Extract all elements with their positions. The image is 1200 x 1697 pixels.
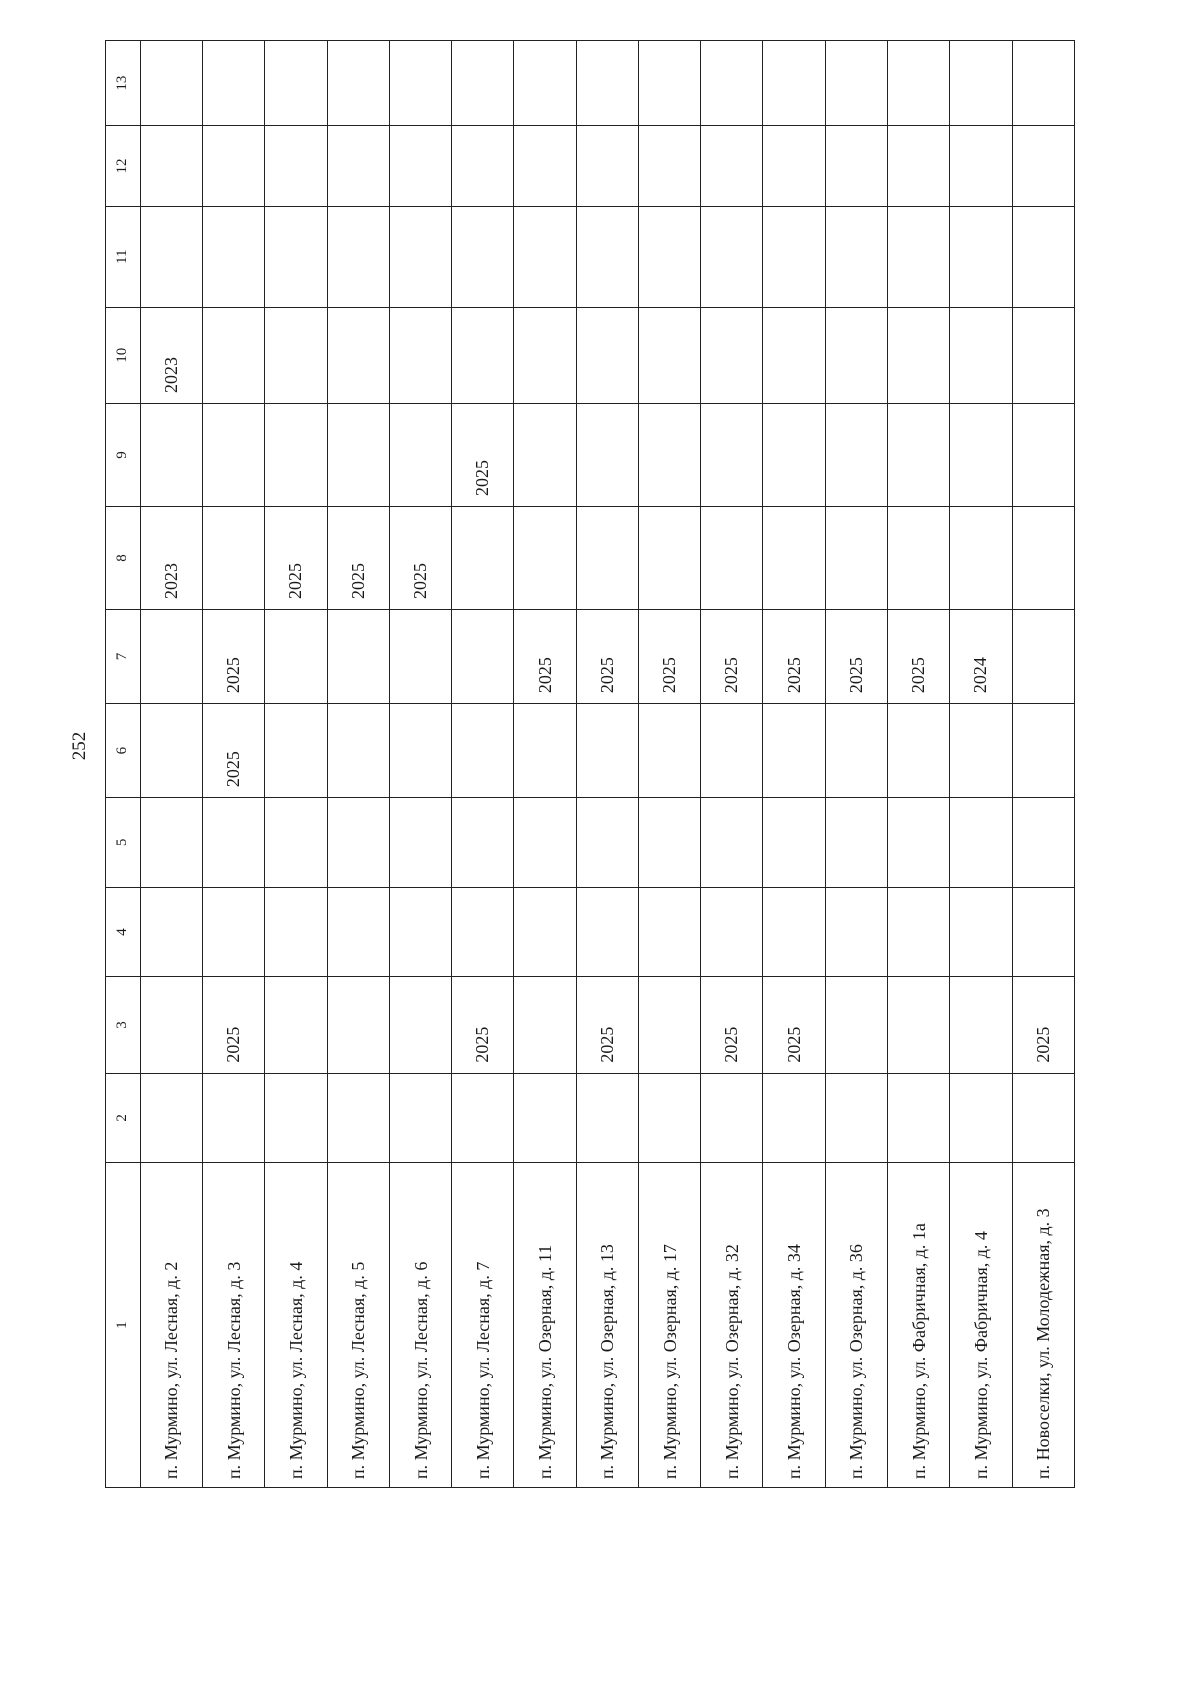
year-cell [888, 307, 950, 403]
year-cell [327, 307, 389, 403]
year-cell [1012, 126, 1074, 207]
year-cell [140, 206, 202, 307]
year-cell [203, 798, 265, 888]
year-cell [576, 403, 638, 506]
year-cell [327, 126, 389, 207]
year-cell [452, 887, 514, 977]
year-cell [576, 1073, 638, 1163]
year-cell [140, 126, 202, 207]
column-header-12: 12 [106, 126, 141, 207]
year-cell [389, 307, 451, 403]
year-cell [1012, 887, 1074, 977]
year-cell [452, 41, 514, 126]
year-cell [140, 610, 202, 704]
year-cell [203, 126, 265, 207]
year-cell [389, 206, 451, 307]
year-cell [389, 977, 451, 1073]
year-cell [763, 1073, 825, 1163]
column-header-1: 1 [106, 1163, 141, 1488]
year-cell [1012, 704, 1074, 798]
address-cell: п. Мурмино, ул. Лесная, д. 4 [265, 1163, 327, 1488]
column-header-6: 6 [106, 704, 141, 798]
year-cell [638, 506, 700, 609]
year-cell [638, 887, 700, 977]
year-cell [514, 1073, 576, 1163]
year-cell [514, 126, 576, 207]
year-cell [452, 206, 514, 307]
year-cell [389, 1073, 451, 1163]
year-cell [950, 506, 1012, 609]
year-cell [140, 1073, 202, 1163]
year-cell: 2025 [265, 506, 327, 609]
year-cell [265, 704, 327, 798]
year-cell: 2025 [389, 506, 451, 609]
year-cell [140, 704, 202, 798]
address-cell: п. Мурмино, ул. Лесная, д. 2 [140, 1163, 202, 1488]
year-cell [825, 1073, 887, 1163]
year-cell [888, 506, 950, 609]
year-cell: 2025 [203, 704, 265, 798]
year-cell [825, 977, 887, 1073]
year-cell: 2023 [140, 506, 202, 609]
year-cell [701, 798, 763, 888]
year-cell [888, 704, 950, 798]
year-cell [638, 206, 700, 307]
year-cell [825, 307, 887, 403]
year-cell [763, 403, 825, 506]
year-cell [888, 977, 950, 1073]
year-cell [452, 1073, 514, 1163]
address-cell: п. Мурмино, ул. Фабричная, д. 4 [950, 1163, 1012, 1488]
year-cell [950, 41, 1012, 126]
year-cell [1012, 1073, 1074, 1163]
year-cell [514, 798, 576, 888]
year-cell [825, 206, 887, 307]
year-cell [265, 610, 327, 704]
year-cell [452, 307, 514, 403]
year-cell [638, 1073, 700, 1163]
page-number: 252 [69, 731, 90, 761]
year-cell [389, 798, 451, 888]
address-cell: п. Мурмино, ул. Озерная, д. 36 [825, 1163, 887, 1488]
table-row [763, 41, 825, 1488]
year-cell [701, 126, 763, 207]
year-cell [825, 887, 887, 977]
year-cell [203, 41, 265, 126]
year-cell [452, 610, 514, 704]
year-cell [140, 41, 202, 126]
year-cell [950, 798, 1012, 888]
year-cell [140, 887, 202, 977]
year-cell [576, 506, 638, 609]
year-cell [265, 206, 327, 307]
year-cell [888, 403, 950, 506]
year-cell [265, 41, 327, 126]
table-row [327, 41, 389, 1488]
year-cell [265, 126, 327, 207]
year-cell: 2025 [452, 977, 514, 1073]
table-row [888, 41, 950, 1488]
year-cell [825, 41, 887, 126]
year-cell [514, 887, 576, 977]
year-cell [701, 206, 763, 307]
year-cell [576, 307, 638, 403]
year-cell [452, 704, 514, 798]
table-body [106, 41, 1075, 1488]
year-cell [638, 798, 700, 888]
column-header-7: 7 [106, 610, 141, 704]
year-cell [950, 977, 1012, 1073]
address-cell: п. Мурмино, ул. Лесная, д. 7 [452, 1163, 514, 1488]
address-cell: п. Мурмино, ул. Озерная, д. 17 [638, 1163, 700, 1488]
year-cell: 2025 [203, 610, 265, 704]
year-cell [825, 798, 887, 888]
year-cell [638, 126, 700, 207]
year-cell [203, 307, 265, 403]
year-cell [327, 610, 389, 704]
year-cell: 2025 [576, 610, 638, 704]
year-cell [1012, 798, 1074, 888]
year-cell [327, 41, 389, 126]
year-cell [203, 206, 265, 307]
year-cell [888, 798, 950, 888]
year-cell [514, 704, 576, 798]
year-cell [950, 403, 1012, 506]
year-cell [265, 307, 327, 403]
year-cell [140, 977, 202, 1073]
year-cell: 2025 [203, 977, 265, 1073]
year-cell [514, 307, 576, 403]
table-row [389, 41, 451, 1488]
address-cell: п. Мурмино, ул. Озерная, д. 13 [576, 1163, 638, 1488]
year-cell [763, 126, 825, 207]
year-cell [203, 887, 265, 977]
year-cell: 2025 [763, 610, 825, 704]
year-cell: 2025 [1012, 977, 1074, 1073]
year-cell [701, 704, 763, 798]
year-cell [389, 403, 451, 506]
column-header-9: 9 [106, 403, 141, 506]
year-cell [389, 704, 451, 798]
year-cell: 2023 [140, 307, 202, 403]
year-cell [1012, 506, 1074, 609]
year-cell [763, 307, 825, 403]
year-cell [203, 403, 265, 506]
year-cell [327, 798, 389, 888]
year-cell [638, 403, 700, 506]
year-cell [514, 403, 576, 506]
address-cell: п. Мурмино, ул. Лесная, д. 6 [389, 1163, 451, 1488]
year-cell [514, 206, 576, 307]
year-cell [576, 41, 638, 126]
year-cell [265, 403, 327, 506]
year-cell [1012, 610, 1074, 704]
column-header-8: 8 [106, 506, 141, 609]
year-cell: 2025 [701, 610, 763, 704]
year-cell [203, 506, 265, 609]
year-cell [701, 41, 763, 126]
table-row [1012, 41, 1074, 1488]
year-cell [576, 798, 638, 888]
year-cell: 2025 [638, 610, 700, 704]
year-cell [327, 977, 389, 1073]
year-cell [389, 41, 451, 126]
column-header-2: 2 [106, 1073, 141, 1163]
year-cell: 2025 [888, 610, 950, 704]
column-header-13: 13 [106, 41, 141, 126]
year-cell [327, 1073, 389, 1163]
year-cell [1012, 41, 1074, 126]
year-cell [888, 126, 950, 207]
year-cell [576, 887, 638, 977]
address-cell: п. Мурмино, ул. Фабричная, д. 1а [888, 1163, 950, 1488]
year-cell [265, 1073, 327, 1163]
year-cell [950, 126, 1012, 207]
year-cell: 2025 [701, 977, 763, 1073]
year-cell [825, 704, 887, 798]
year-cell [203, 1073, 265, 1163]
year-cell [1012, 403, 1074, 506]
year-cell [701, 1073, 763, 1163]
year-cell: 2025 [763, 977, 825, 1073]
year-cell [638, 307, 700, 403]
year-cell [265, 887, 327, 977]
year-cell [327, 403, 389, 506]
year-cell [389, 610, 451, 704]
year-cell [763, 506, 825, 609]
rotated-table-container [105, 40, 1075, 1488]
year-cell [638, 41, 700, 126]
year-cell [638, 977, 700, 1073]
year-cell: 2025 [452, 403, 514, 506]
table-row [140, 41, 202, 1488]
year-cell [950, 1073, 1012, 1163]
table-row [950, 41, 1012, 1488]
year-cell [763, 206, 825, 307]
year-cell [950, 704, 1012, 798]
year-cell [1012, 307, 1074, 403]
year-cell [389, 126, 451, 207]
column-header-4: 4 [106, 887, 141, 977]
column-header-10: 10 [106, 307, 141, 403]
year-cell [950, 206, 1012, 307]
year-cell [825, 403, 887, 506]
year-cell [950, 307, 1012, 403]
column-header-11: 11 [106, 206, 141, 307]
year-cell [763, 704, 825, 798]
table-row [638, 41, 700, 1488]
year-cell [389, 887, 451, 977]
year-cell [576, 206, 638, 307]
year-cell: 2025 [576, 977, 638, 1073]
schedule-table [105, 40, 1075, 1488]
year-cell [701, 403, 763, 506]
table-row [452, 41, 514, 1488]
column-header-3: 3 [106, 977, 141, 1073]
address-cell: п. Мурмино, ул. Лесная, д. 3 [203, 1163, 265, 1488]
year-cell [514, 977, 576, 1073]
year-cell [701, 307, 763, 403]
year-cell [327, 206, 389, 307]
year-cell [452, 126, 514, 207]
year-cell [452, 798, 514, 888]
table-row [514, 41, 576, 1488]
year-cell [452, 506, 514, 609]
year-cell [950, 887, 1012, 977]
year-cell [638, 704, 700, 798]
table-row [203, 41, 265, 1488]
address-cell: п. Мурмино, ул. Озерная, д. 32 [701, 1163, 763, 1488]
year-cell: 2025 [514, 610, 576, 704]
year-cell [825, 126, 887, 207]
year-cell [888, 887, 950, 977]
year-cell [140, 403, 202, 506]
header-row [106, 41, 141, 1488]
year-cell: 2025 [825, 610, 887, 704]
address-cell: п. Мурмино, ул. Озерная, д. 34 [763, 1163, 825, 1488]
year-cell [265, 977, 327, 1073]
column-header-5: 5 [106, 798, 141, 888]
year-cell [763, 41, 825, 126]
table-row [576, 41, 638, 1488]
year-cell [1012, 206, 1074, 307]
year-cell [327, 887, 389, 977]
year-cell [888, 206, 950, 307]
address-cell: п. Мурмино, ул. Лесная, д. 5 [327, 1163, 389, 1488]
year-cell [576, 126, 638, 207]
year-cell [763, 798, 825, 888]
year-cell [701, 887, 763, 977]
year-cell [825, 506, 887, 609]
year-cell [514, 506, 576, 609]
address-cell: п. Новоселки, ул. Молодежная, д. 3 [1012, 1163, 1074, 1488]
table-row [265, 41, 327, 1488]
year-cell [701, 506, 763, 609]
year-cell [888, 41, 950, 126]
year-cell [576, 704, 638, 798]
table-row [825, 41, 887, 1488]
year-cell [514, 41, 576, 126]
year-cell [888, 1073, 950, 1163]
year-cell [763, 887, 825, 977]
address-cell: п. Мурмино, ул. Озерная, д. 11 [514, 1163, 576, 1488]
year-cell [140, 798, 202, 888]
year-cell [265, 798, 327, 888]
year-cell [327, 704, 389, 798]
year-cell: 2024 [950, 610, 1012, 704]
table-row [701, 41, 763, 1488]
year-cell: 2025 [327, 506, 389, 609]
